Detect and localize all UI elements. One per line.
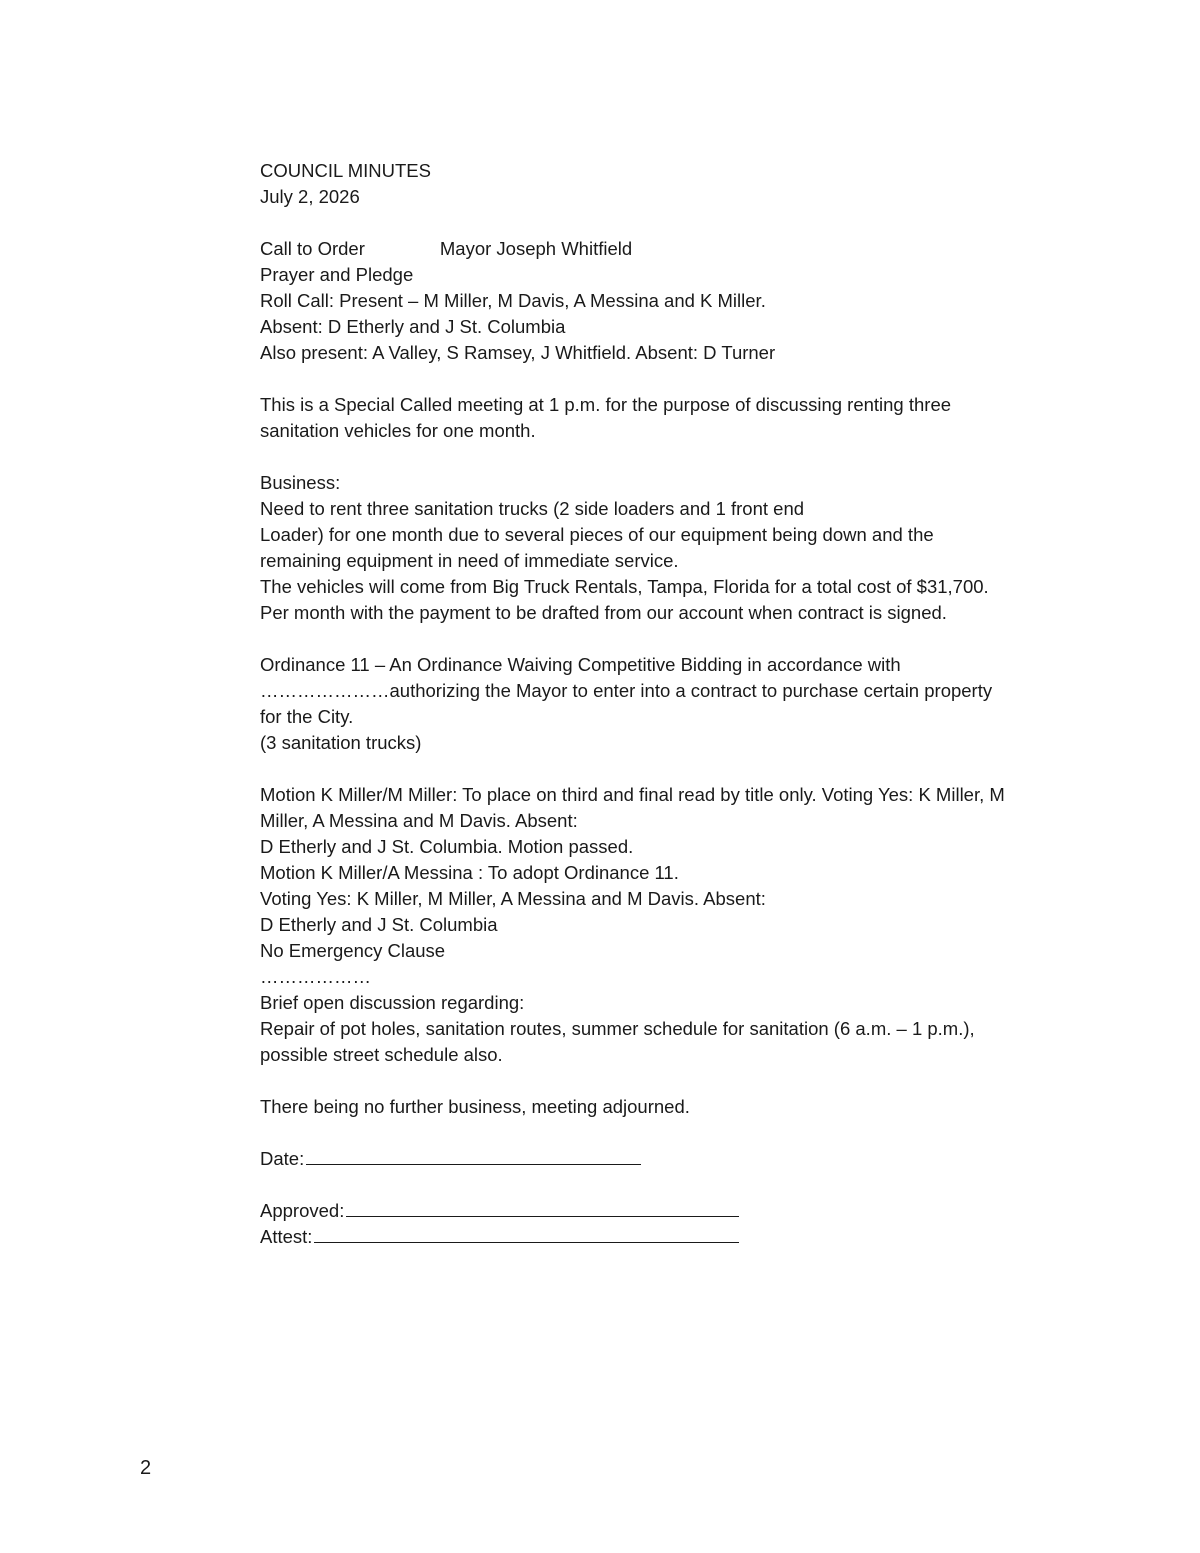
call-to-order-label: Call to Order (260, 238, 365, 259)
attest-signature-line (314, 1224, 739, 1243)
absent-line: Absent: D Etherly and J St. Columbia (260, 316, 566, 337)
business-line: Loader) for one month due to several pieces of our equipment being down and the (260, 524, 934, 545)
motion-line: Motion K Miller/M Miller: To place on third and final read by title only. Voting Yes: K Miller, M (260, 784, 1005, 805)
business-heading: Business: (260, 472, 341, 493)
ordinance-line: Ordinance 11 – An Ordinance Waiving Competitive Bidding in accordance with (260, 654, 901, 675)
purpose-line: sanitation vehicles for one month. (260, 420, 536, 441)
date-label: Date: (260, 1148, 305, 1169)
approved-signature-row (260, 1198, 1100, 1224)
business-line: Need to rent three sanitation trucks (2 side loaders and 1 front end (260, 498, 805, 519)
call-to-order-line (260, 236, 1100, 262)
ordinance-line: for the City. (260, 706, 354, 727)
date-signature-line (306, 1146, 641, 1165)
minutes-body (260, 158, 1100, 1250)
purpose-line: This is a Special Called meeting at 1 p.m. for the purpose of discussing renting three (260, 394, 952, 415)
business-line: The vehicles will come from Big Truck Rentals, Tampa, Florida for a total cost of $31,700. (260, 576, 989, 597)
discussion-line: Repair of pot holes, sanitation routes, summer schedule for sanitation (6 a.m. – 1 p.m.), (260, 1018, 975, 1039)
approved-signature-line (346, 1198, 739, 1217)
separator-dots: ……………… (260, 966, 371, 987)
roll-call-line: Roll Call: Present – M Miller, M Davis, A Messina and K Miller. (260, 290, 766, 311)
meeting-date: July 2, 2026 (260, 186, 360, 207)
attest-signature-row (260, 1224, 1100, 1250)
motion-line: Voting Yes: K Miller, M Miller, A Messina and M Davis. Absent: (260, 888, 766, 909)
discussion-line: possible street schedule also. (260, 1044, 503, 1065)
motion-line: D Etherly and J St. Columbia. Motion passed. (260, 836, 634, 857)
document-title: COUNCIL MINUTES (260, 160, 431, 181)
discussion-heading: Brief open discussion regarding: (260, 992, 525, 1013)
approved-label: Approved: (260, 1200, 345, 1221)
motion-line: No Emergency Clause (260, 940, 446, 961)
ordinance-line: …………………authorizing the Mayor to enter into a contract to purchase certain property (260, 680, 993, 701)
call-to-order-presider: Mayor Joseph Whitfield (439, 238, 633, 259)
business-line: Per month with the payment to be drafted from our account when contract is signed. (260, 602, 947, 623)
date-signature-row (260, 1146, 1100, 1172)
page-number: 2 (140, 1457, 152, 1479)
also-present-line: Also present: A Valley, S Ramsey, J Whitfield. Absent: D Turner (260, 342, 776, 363)
motion-line: Miller, A Messina and M Davis. Absent: (260, 810, 578, 831)
adjourned-line: There being no further business, meeting adjourned. (260, 1096, 690, 1117)
business-line: remaining equipment in need of immediate service. (260, 550, 679, 571)
attest-label: Attest: (260, 1226, 313, 1247)
ordinance-line: (3 sanitation trucks) (260, 732, 422, 753)
motion-line: D Etherly and J St. Columbia (260, 914, 498, 935)
prayer-line: Prayer and Pledge (260, 264, 414, 285)
motion-line: Motion K Miller/A Messina : To adopt Ordinance 11. (260, 862, 679, 883)
